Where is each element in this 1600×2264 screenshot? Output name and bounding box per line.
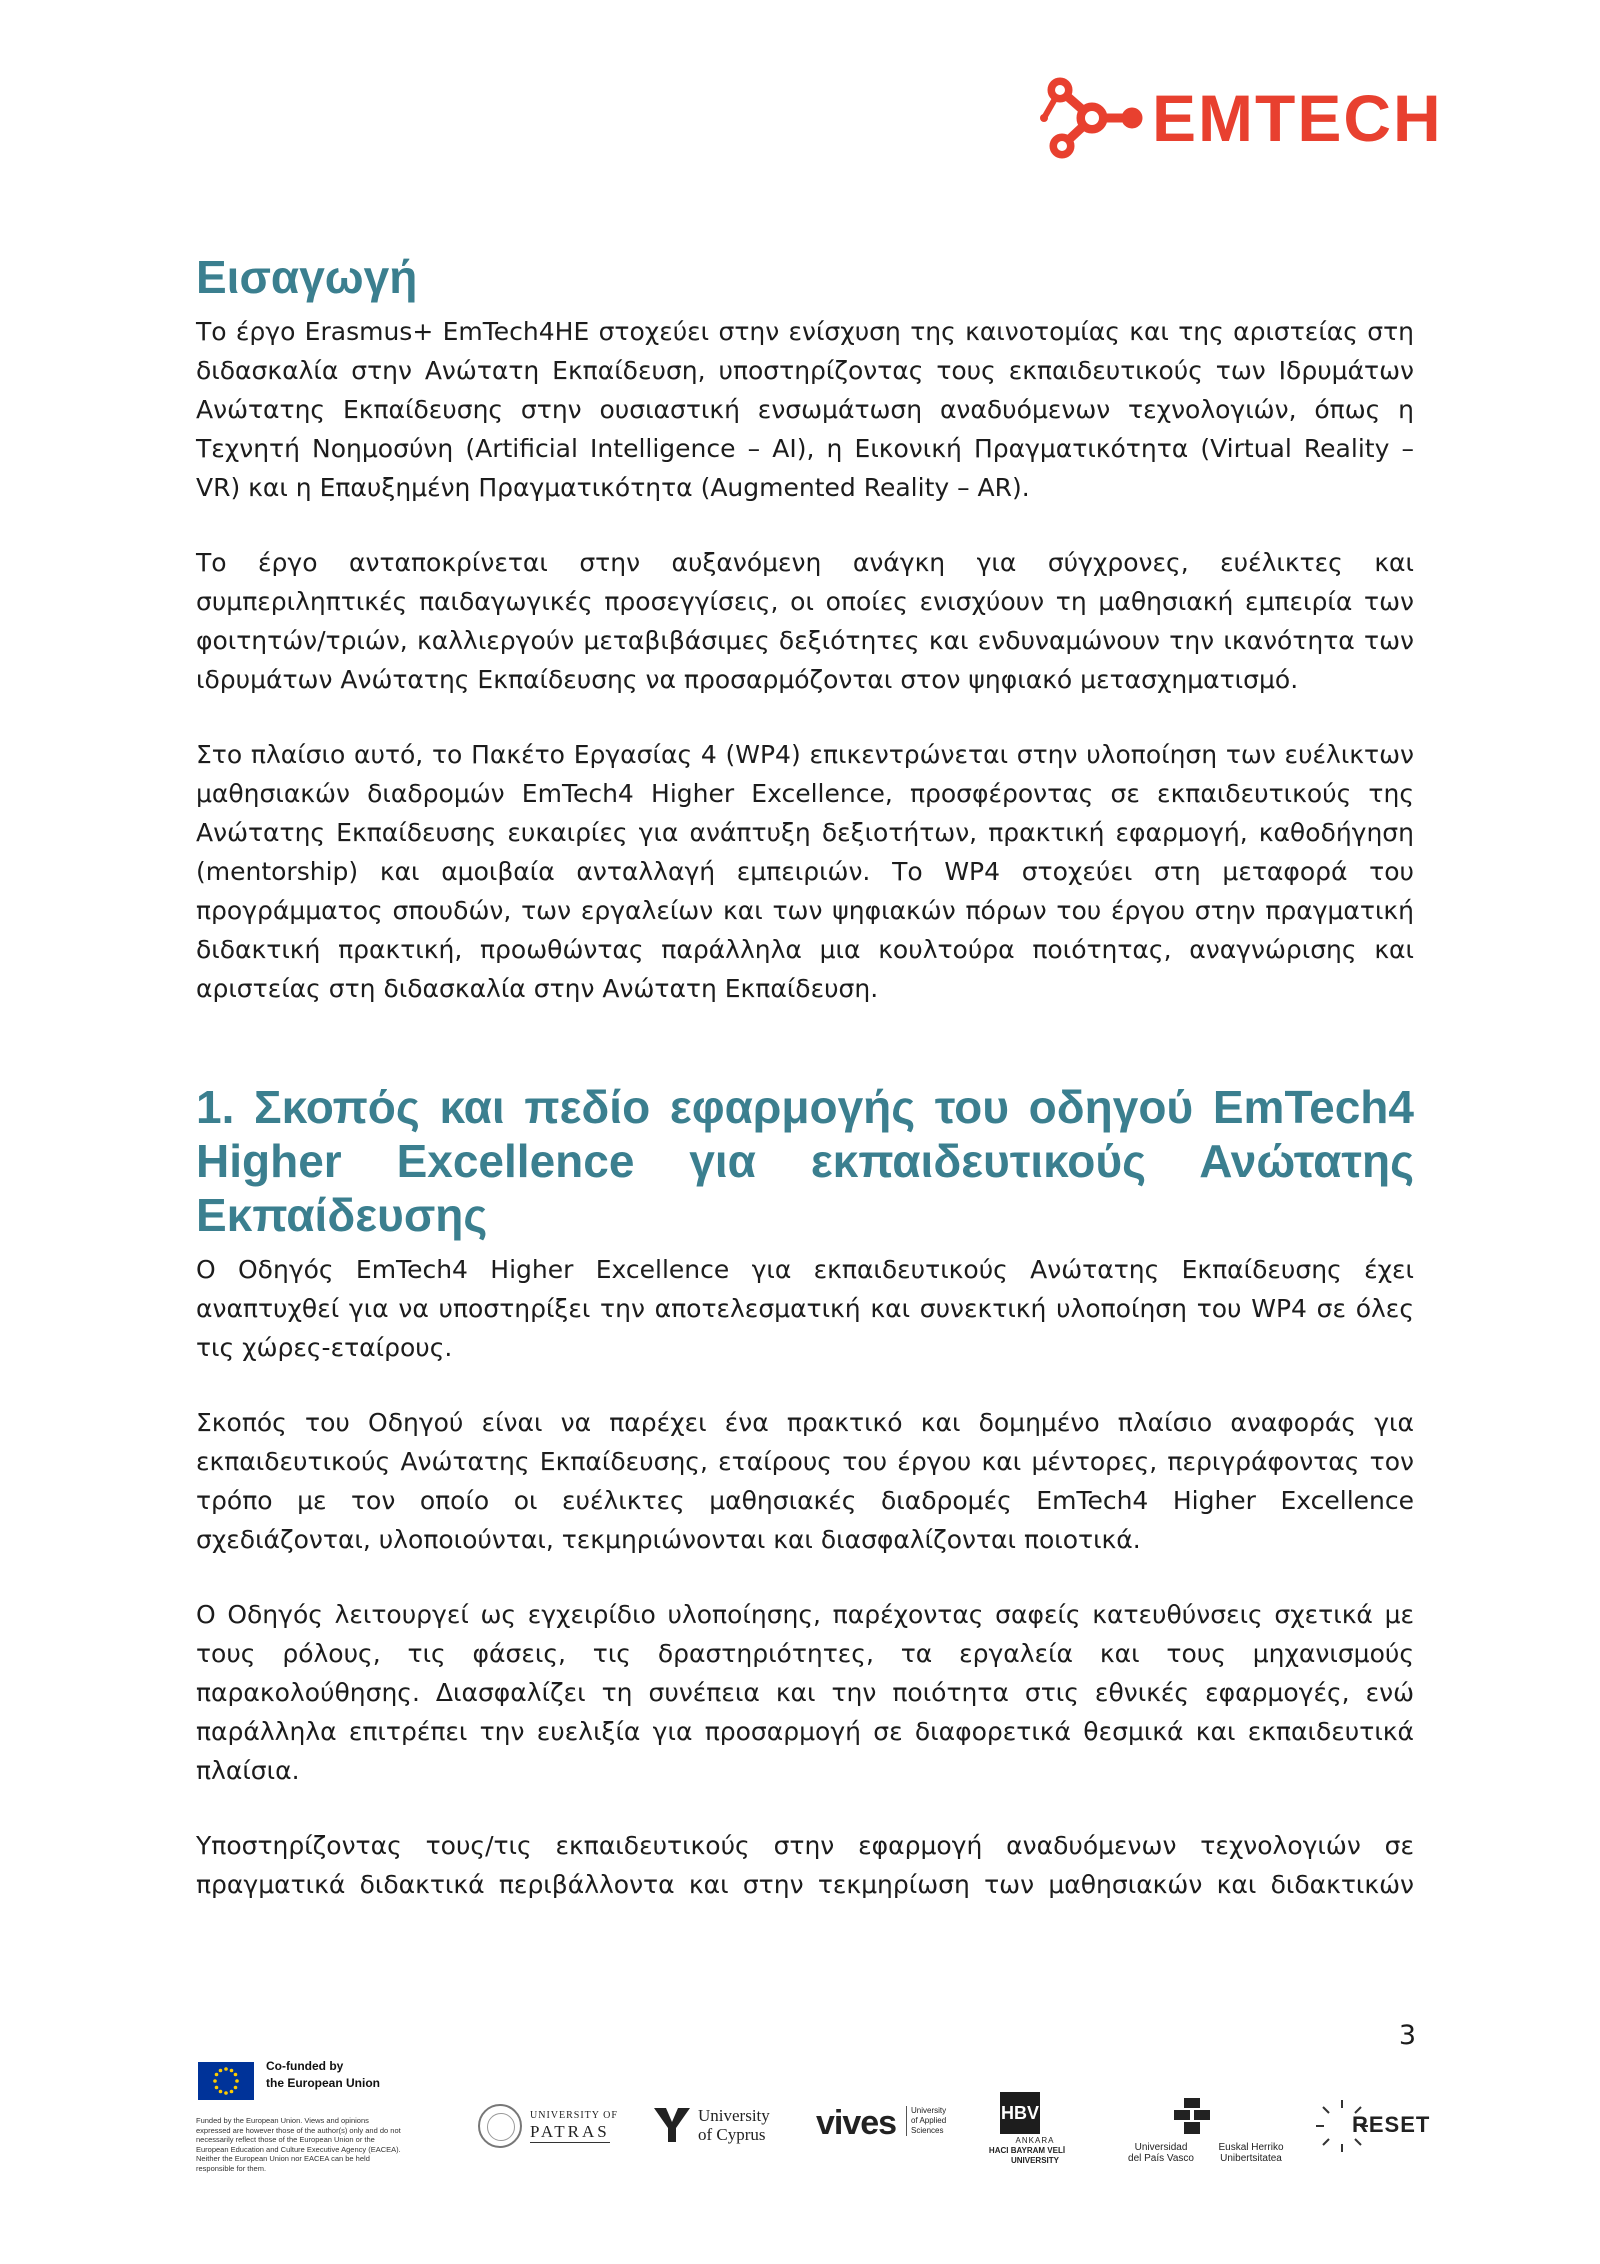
ehu-emblem-icon [1172, 2096, 1212, 2136]
cyprus-label: University of Cyprus [698, 2106, 770, 2144]
reset-logo [1314, 2098, 1431, 2159]
hbv-label-line1: ANKARA [1015, 2136, 1055, 2145]
patras-label-line2: PATRAS [530, 2122, 610, 2141]
paragraph: Σκοπός του Οδηγού είναι να παρέχει ένα πρακτικό και δομημένο πλαίσιο αναφοράς για εκπαιδευτικούς Ανώτατης Εκπαίδευσης, εταίρους του έργου και μέντορες, περιγράφοντας τον τρόπο με τον οποίο οι ευέλικτες μαθησιακές διαδρομές EmTech4 Higher Excellence σχεδιάζονται, υλοποιούνται, τεκμηριώνονται και διασφαλίζονται ποιοτικά. [196, 1408, 1414, 1554]
footer [196, 2054, 1431, 2184]
eu-flag-icon [198, 2062, 254, 2100]
hbv-mark: HBV [1000, 2092, 1040, 2134]
cyprus-emblem-icon [650, 2102, 694, 2146]
hbv-label-line2: HACI BAYRAM VELİ [988, 2146, 1066, 2155]
paragraph: Υποστηρίζοντας τους/τις εκπαιδευτικούς στην εφαρμογή αναδυόμενων τεχνολογιών σε πραγματικά διδακτικά περιβάλλοντα και στην τεκμηρίωση των μαθησιακών και διδακτικών [196, 1831, 1414, 1899]
hbv-label-line3: UNIVERSITY [1010, 2156, 1059, 2165]
brand-name: EMTECH [1152, 81, 1443, 155]
paragraph: Στο πλαίσιο αυτό, το Πακέτο Εργασίας 4 (WP4) επικεντρώνεται στην υλοποίηση των ευέλικτων μαθησιακών διαδρομών EmTech4 Higher Excellence, προσφέροντας σε εκπαιδευτικούς της Ανώτατης Εκπαίδευσης ευκαιρίες για ανάπτυξη δεξιοτήτων, πρακτική εφαρμογή, καθοδήγηση (mentorship) και αμοιβαία ανταλλαγή εμπειριών. Το WP4 στοχεύει στη μεταφορά του προγράμματος σπουδών, των εργαλείων και των ψηφιακών πόρων του έργου στην πραγματική διδακτική πρακτική, προωθώντας παράλληλα μια κουλτούρα ποιότητας, αναγνώρισης και αριστείας στη διδασκαλία στην Ανώτατη Εκπαίδευση. [196, 740, 1414, 1003]
section-heading-scope: 1. Σκοπός και πεδίο εφαρμογής του οδηγού EmTech4 Higher Excellence για εκπαιδευτικούς Ανώτατης Εκπαίδευσης [196, 1081, 1414, 1241]
main-content [196, 240, 1414, 1904]
paragraph: Ο Οδηγός EmTech4 Higher Excellence για εκπαιδευτικούς Ανώτατης Εκπαίδευσης έχει αναπτυχθεί για να υποστηρίξει την αποτελεσματική και συνεκτική υλοποίηση του WP4 σε όλες τις χώρες-εταίρους. [196, 1255, 1414, 1362]
patras-label-line1: UNIVERSITY OF [530, 2110, 618, 2121]
section-heading-introduction: Εισαγωγή [196, 251, 418, 303]
page-number: 3 [1398, 2020, 1416, 2051]
ehu-label-es: Universidad del País Vasco [1128, 2142, 1194, 2164]
paragraph: Το έργο ανταποκρίνεται στην αυξανόμενη ανάγκη για σύγχρονες, ευέλικτες και συμπεριληπτικές παιδαγωγικές προσεγγίσεις, οι οποίες ενισχύουν τη μαθησιακή εμπειρία των φοιτητών/τριών, καλλιεργούν μεταβιβάσιμες δεξιότητες και ενδυναμώνουν την ικανότητα των ιδρυμάτων Ανώτατης Εκπαίδευσης να προσαρμόζονται στον ψηφιακό μετασχηματισμό. [196, 548, 1414, 694]
emtech-logo [1040, 72, 1443, 164]
emtech-molecule-icon [1040, 72, 1144, 164]
paragraph: Ο Οδηγός λειτουργεί ως εγχειρίδιο υλοποίησης, παρέχοντας σαφείς κατευθύνσεις σχετικά με τους ρόλους, τις φάσεις, τις δραστηριότητες, τα εργαλεία και τους μηχανισμούς παρακολούθησης. Διασφαλίζει τη συνέπεια και την ποιότητα στις εθνικές εφαρμογές, ενώ παράλληλα επιτρέπει την ευελιξία για προσαρμογή σε διαφορετικά θεσμικά και εκπαιδευτικά πλαίσια. [196, 1600, 1414, 1785]
vives-wordmark: vives [816, 2104, 897, 2142]
paragraph: Το έργο Erasmus+ EmTech4HE στοχεύει στην ενίσχυση της καινοτομίας και της αριστείας στη διδασκαλία στην Ανώτατη Εκπαίδευση, υποστηρίζοντας τους εκπαιδευτικούς των Ιδρυμάτων Ανώτατης Εκπαίδευσης στην ουσιαστική ενσωμάτωση αναδυόμενων τεχνολογιών, όπως η Τεχνητή Νοημοσύνη (Artificial Intelligence – AI), η Εικονική Πραγματικότητα (Virtual Reality – VR) και η Επαυξημένη Πραγματικότητα (Augmented Reality – AR). [196, 317, 1414, 502]
funding-disclaimer: Funded by the European Union. Views and opinions expressed are however those of the author(s) only and do not necessarily reflect those of the European Union or the European Education and Culture Executive Agency (EACEA). Neither the European Union nor EACEA can be held responsible for them. [196, 2116, 401, 2173]
reset-wordmark: RESET [1352, 2112, 1431, 2137]
cofunded-label: Co-funded by the European Union [266, 2059, 380, 2090]
vives-subtitle: University of Applied Sciences [906, 2106, 946, 2136]
university-of-cyprus-logo [650, 2102, 770, 2151]
patras-seal-icon [478, 2104, 522, 2148]
ehu-label-eu: Euskal Herriko Unibertsitatea [1218, 2142, 1284, 2164]
